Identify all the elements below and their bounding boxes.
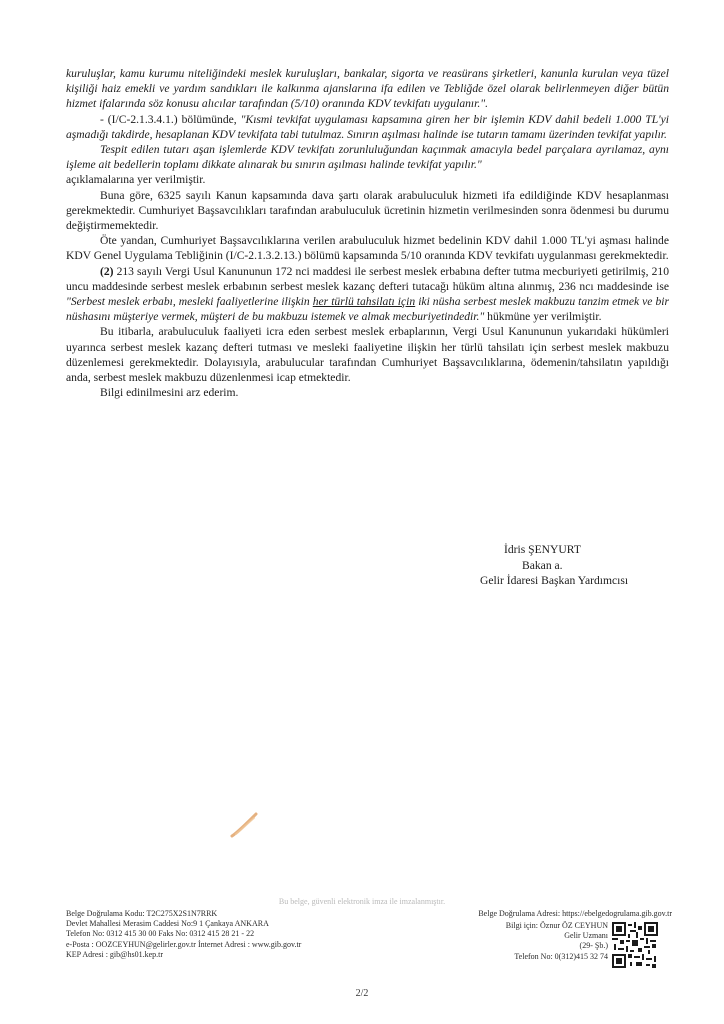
paragraph-on-the-other-hand: Öte yandan, Cumhuriyet Başsavcılıklarına verilen arabuluculuk hizmet bedelinin KDV dahil 1.000 TL'yi aşması halinde KDV Genel Uygulama Tebliğinin (I/C-2.1.3.2.13.) bölümü kapsamında 5/10 oranında KDV tevkifatı uygulanması gerekmektedir. [66, 234, 669, 263]
signatory-title: Gelir İdaresi Başkan Yardımcısı [480, 574, 629, 588]
paragraph-continuation: kuruluşlar, kamu kurumu niteliğindeki meslek kuruluşları, bankalar, sigorta ve reasürans şirketleri, kanunla kurulan veya tüzel kişiliği haiz emekli ve yardım sandıkları ile kalkınma ajanslarına ifa edilen ve Tebliğde özel olarak belirlenmeyen diğer bütün hizmet ifalarında söz konusu alıcılar tarafından (5/10) oranında KDV tevkifatı uygulanır.". [66, 67, 669, 111]
ink-mark [226, 810, 266, 840]
footer-contact-info [66, 909, 396, 960]
paragraph-quote-continued: Tespit edilen tutarı aşan işlemlerde KDV tevkifatı zorunluluğundan kaçınmak amacıyla bedel parçalara ayrılamaz, aynı işleme ait bedellerin toplamı dikkate alınarak bu sınırın aşılması halinde tevkifat yapılır." [66, 143, 669, 172]
paragraph-accordingly: Buna göre, 6325 sayılı Kanun kapsamında dava şartı olarak arabuluculuk hizmeti ifa edildiğinde KDV hesaplanması gerekmektedir. Cumhuriyet Başsavcılıkları tarafından arabuluculuk ücretinin hizmetin verilmesinden sonra ödenmesi bu durumu değiştirmemektedir. [66, 188, 669, 233]
phone-fax: Telefon No: 0312 415 30 00 Faks No: 0312 415 28 21 - 22 [66, 929, 255, 939]
email-web: e-Posta : OOZCEYHUN@gelirler.gov.tr İnternet Adresi : www.gib.gov.tr [66, 939, 302, 949]
on-behalf-of: Bakan a. [522, 558, 563, 572]
kep-address: KEP Adresi : gib@hs01.kep.tr [66, 949, 164, 959]
quoted-provision: "Serbest meslek erbabı, mesleki faaliyetlerine ilişkin [66, 295, 313, 309]
quoted-text: "Kısmi tevkifat uygulaması kapsamına giren her bir işlemin KDV dahil bedeli 1.000 TL'yi aşmadığı takdirde, hesaplanan KDV tevkifata tabi tutulmaz. Sınırın aşılması halinde ise tutarın tamamı üzerinden tevkifat yapılır. [66, 112, 669, 141]
paragraph-tax-procedure-law [66, 264, 669, 325]
paragraph-conclusion: Bu itibarla, arabuluculuk faaliyeti icra eden serbest meslek erbaplarının, Vergi Usul Kanununun yukarıdaki hükümleri uyarınca serbest meslek kazanç defteri tutması ve mesleki faaliyetine ilişkin her türlü tahsilatı için serbest meslek makbuzu düzenlemesi gerekmektedir. Dolayısıyla, arabulucular tarafından Cumhuriyet Başsavcılıklarına, ödemenin/tahsilatın yapıldığı anda, serbest meslek makbuzu düzenlenmesi icap etmektedir. [66, 325, 669, 385]
info-contact: Bilgi için: Öznur ÖZ CEYHUN [505, 921, 608, 930]
verification-url: Belge Doğrulama Adresi: https://ebelgedogrulama.gib.gov.tr [478, 909, 672, 918]
page-number: 2/2 [355, 988, 369, 999]
contact-person [496, 921, 608, 962]
law-reference: 213 sayılı Vergi Usul Kanununun 172 nci maddesi ile serbest meslek erbabına defter tutma mecburiyeti getirilmiş, 210 uncu maddesinde serbest meslek erbabının serbest meslek kazanç defteri tutacağı hüküm altına alınmış, 236 ncı maddesinde ise [66, 264, 669, 293]
contact-phone: Telefon No: 0(312)415 32 74 [514, 951, 608, 961]
letter-body [66, 66, 669, 400]
underlined-phrase: her türlü tahsilatı için [312, 295, 416, 309]
item-number: (2) [100, 264, 114, 278]
footer-verification [400, 909, 672, 961]
paragraph-closing: Bilgi edinilmesini arz ederim. [100, 386, 239, 400]
contact-role: Gelir Uzmanı [564, 931, 608, 941]
provision-tail: hükmüne yer verilmiştir. [484, 310, 602, 324]
quoted-provision-end: iki nüsha serbest meslek makbuzu tanzim etmek ve bir nüshasını müşteriye vermek, müşteri de bu makbuzu istemek ve almak mecburiyetindedir." [66, 295, 669, 324]
electronic-signature-note: Bu belge, güvenli elektronik imza ile imzalanmıştır. [278, 897, 446, 906]
paragraph-section-quote [66, 112, 669, 142]
section-reference: - (I/C-2.1.3.4.1.) bölümünde, [100, 112, 241, 126]
contact-unit: (29- Şb.) [579, 941, 608, 951]
qr-code-icon [612, 922, 658, 968]
verification-code: Belge Doğrulama Kodu: T2C275X2S1N7RRK [66, 909, 218, 918]
signature-block [480, 542, 680, 589]
paragraph-explanations: açıklamalarına yer verilmiştir. [66, 173, 206, 187]
signatory-name: İdris ŞENYURT [504, 543, 581, 556]
office-address: Devlet Mahallesi Merasim Caddesi No:9 1 Çankaya ANKARA [66, 919, 269, 929]
